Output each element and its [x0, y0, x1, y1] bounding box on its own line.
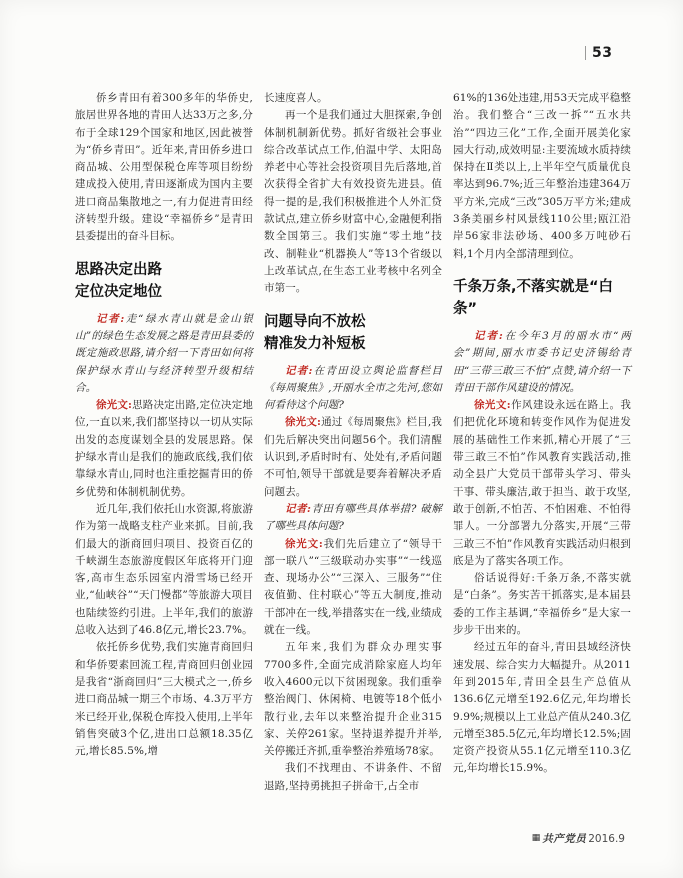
speaker-label: 徐光文:: [96, 399, 133, 412]
question-text: 在青田设立舆论监督栏目《每周聚焦》,开丽水全市之先河,您如何看待这个问题?: [264, 364, 442, 412]
answer-text: 思路决定出路,定位决定地位,一直以来,我们都坚持以一切从实际出发的态度谋划全县的发展思路。保护绿水青山是我们的施政底线,我们依靠绿水青山,同时也注重挖掘青田的侨乡优势和体制机制优势。: [75, 399, 253, 498]
body-paragraph: 我们不找理由、不讲条件、不留退路,坚持勇挑担子拼命干,占全市: [264, 762, 442, 792]
question-text: 在今年3月的丽水市“两会”期间,丽水市委书记史济锡给青田“三带三敢三不怕”点赞,请介绍一下青田干部作风建设的情况。: [453, 329, 631, 394]
section-heading: [453, 276, 631, 320]
page-number-block: [585, 45, 612, 61]
section-heading: [264, 311, 442, 355]
magazine-issue: 2016.9: [588, 832, 625, 845]
magazine-footer: [532, 831, 625, 846]
body-paragraph: 侨乡青田有着300多年的华侨史,旅居世界各地的青田人达33万之多,分布于全球129个国家和地区,因此被誉为“侨乡青田”。近年来,青田侨乡进口商品城、公用型保税仓库等项目纷纷建成投入使用,青田逐渐成为国内主要进口商品集散地之一,有力促进青田经济转型升级。建设“幸福侨乡”是青田县委提出的奋斗目标。: [75, 92, 253, 243]
interview-question: [75, 311, 253, 397]
body-paragraph: 长速度喜人。: [264, 92, 328, 104]
body-paragraph: 经过五年的奋斗,青田县域经济快速发展、综合实力大幅提升。从2011年到2015年,青田全县生产总值从136.6亿元增至192.6亿元,年均增长9.9%;规模以上工业总产值从240.3亿元增至385.5亿元,年均增长12.5%;固定资产投资从55.1亿元增至110.3亿元,年均增长15.9%。: [453, 641, 631, 775]
article-column-2: [264, 90, 442, 795]
magazine-name: 共产党员: [542, 833, 587, 845]
interview-question: [264, 363, 442, 415]
speaker-label: 记者:: [285, 502, 312, 515]
section-heading-line: 精准发力补短板: [264, 335, 366, 352]
section-heading-line: 千条万条,不落实就是“白条”: [453, 278, 614, 317]
section-heading: [75, 259, 253, 303]
section-heading-line: 问题导向不放松: [264, 313, 366, 330]
article-column-3: [453, 90, 631, 795]
speaker-label: 徐光文:: [474, 399, 511, 412]
interview-answer: [264, 414, 442, 500]
question-text: 走“绿水青山就是金山银山”的绿色生态发展之路是青田县委的既定施政思路,请介绍一下青田如何将保护绿水青山与经济转型升级相结合。: [75, 312, 253, 394]
interview-answer: [75, 397, 253, 501]
interview-answer: [453, 397, 631, 570]
body-paragraph: 再一个是我们通过大胆探索,争创体制机制新优势。抓好省级社会事业综合改革试点工作,伯温中学、太阳岛养老中心等社会投资项目先后落地,首次获得全省扩大有效投资先进县。值得一提的是,我们积极推进个人外汇贷款试点,建立侨乡财富中心,金融便利指数全国第三。我们实施“零土地”技改、制鞋业“机器换人”等13个省级以上改革试点,在生态工业考核中名列全市第一。: [264, 109, 442, 295]
body-paragraph: 五年来,我们为群众办理实事7700多件,全面完成消除家庭人均年收入4600元以下贫困现象。我们重拳整治阀门、休闲椅、电镀等18个低小散行业,去年以来整治提升企业315家、关停261家。坚持退养提升并举,关停搬迁齐抓,重拳整治养殖场78家。: [264, 641, 442, 758]
interview-question: [264, 501, 442, 536]
question-text: 青田有哪些具体举措? 破解了哪些具体问题?: [264, 502, 442, 533]
speaker-label: 徐光文:: [285, 537, 323, 550]
answer-text: 我们先后建立了“领导干部一联八”“三级联动办实事”“一线巡查、现场办公”“三深入、三服务”“住夜值勤、住村联心”等五大制度,推动干部冲在一线,举措落实在一线,业绩成就在一线。: [264, 537, 443, 637]
speaker-label: 记者:: [474, 329, 503, 342]
section-heading-line: 思路决定出路: [75, 261, 162, 278]
body-paragraph: 61%的136处违建,用53天完成平稳整治。我们整合“三改一拆”“五水共治”“四边三化”工作,全面开展美化家园大行动,成效明显:主要流域水质持续保持在Ⅱ类以上,上半年空气质量优良率达到96.7%;近三年整治违建364万平方米,完成“三改”305万平方米;建成3条美丽乡村风景线110公里;瓯江沿岸56家非法砂场、400多万吨砂石料,1个月内全部清理到位。: [453, 92, 631, 260]
body-paragraph: 依托侨乡优势,我们实施青商回归和华侨要素回流工程,青商回归创业园是我省“浙商回归”三大模式之一,侨乡进口商品城一期三个市场、4.3万平方米已经开业,保税仓库投入使用,上半年销售突破3个亿,进出口总额18.35亿元,增长85.5%,增: [75, 641, 253, 758]
magazine-logo-icon: ▦: [531, 833, 541, 843]
body-paragraph: 俗话说得好:千条万条,不落实就是“白条”。务实苦干抓落实,是本届县委的工作主基调,“幸福侨乡”是大家一步步干出来的。: [453, 572, 631, 637]
article-columns: [75, 90, 631, 795]
interview-answer: [264, 536, 442, 640]
section-heading-line: 定位决定地位: [75, 283, 162, 300]
speaker-label: 徐光文:: [285, 416, 322, 429]
interview-question: [453, 328, 631, 397]
speaker-label: 记者:: [285, 364, 313, 377]
speaker-label: 记者:: [96, 312, 125, 325]
article-column-1: [75, 90, 253, 795]
answer-text: 作风建设永远在路上。我们把优化环境和转变作风作为促进发展的基础性工作来抓,精心开展了“三带三敢三不怕”作风教育实践活动,推动全县广大党员干部带头学习、带头干事、带头廉洁,敢于担当、敢于攻坚,敢于创新,不怕苦、不怕困难、不怕得罪人。一分部署九分落实,开展“三带三敢三不怕”作风教育实践活动归根到底是为了落实各项工作。: [453, 399, 631, 567]
body-paragraph: 近几年,我们依托山水资源,将旅游作为第一战略支柱产业来抓。目前,我们最大的浙商回归项目、投资百亿的千峡湖生态旅游度假区年底将开门迎客,高市生态乐园室内滑雪场已经开业,“仙峡谷”“天门慢都”等旅游大项目也陆续签约引进。上半年,我们的旅游总收入达到了46.8亿元,增长23.7%。: [75, 502, 253, 637]
page-number-divider: [585, 46, 586, 60]
page-number: 53: [592, 45, 613, 61]
answer-text: 通过《每周聚焦》栏目,我们先后解决突出问题56个。我们清醒认识到,矛盾时时有、处处有,矛盾问题不可怕,领导干部就是要奔着解决矛盾问题去。: [264, 416, 442, 498]
